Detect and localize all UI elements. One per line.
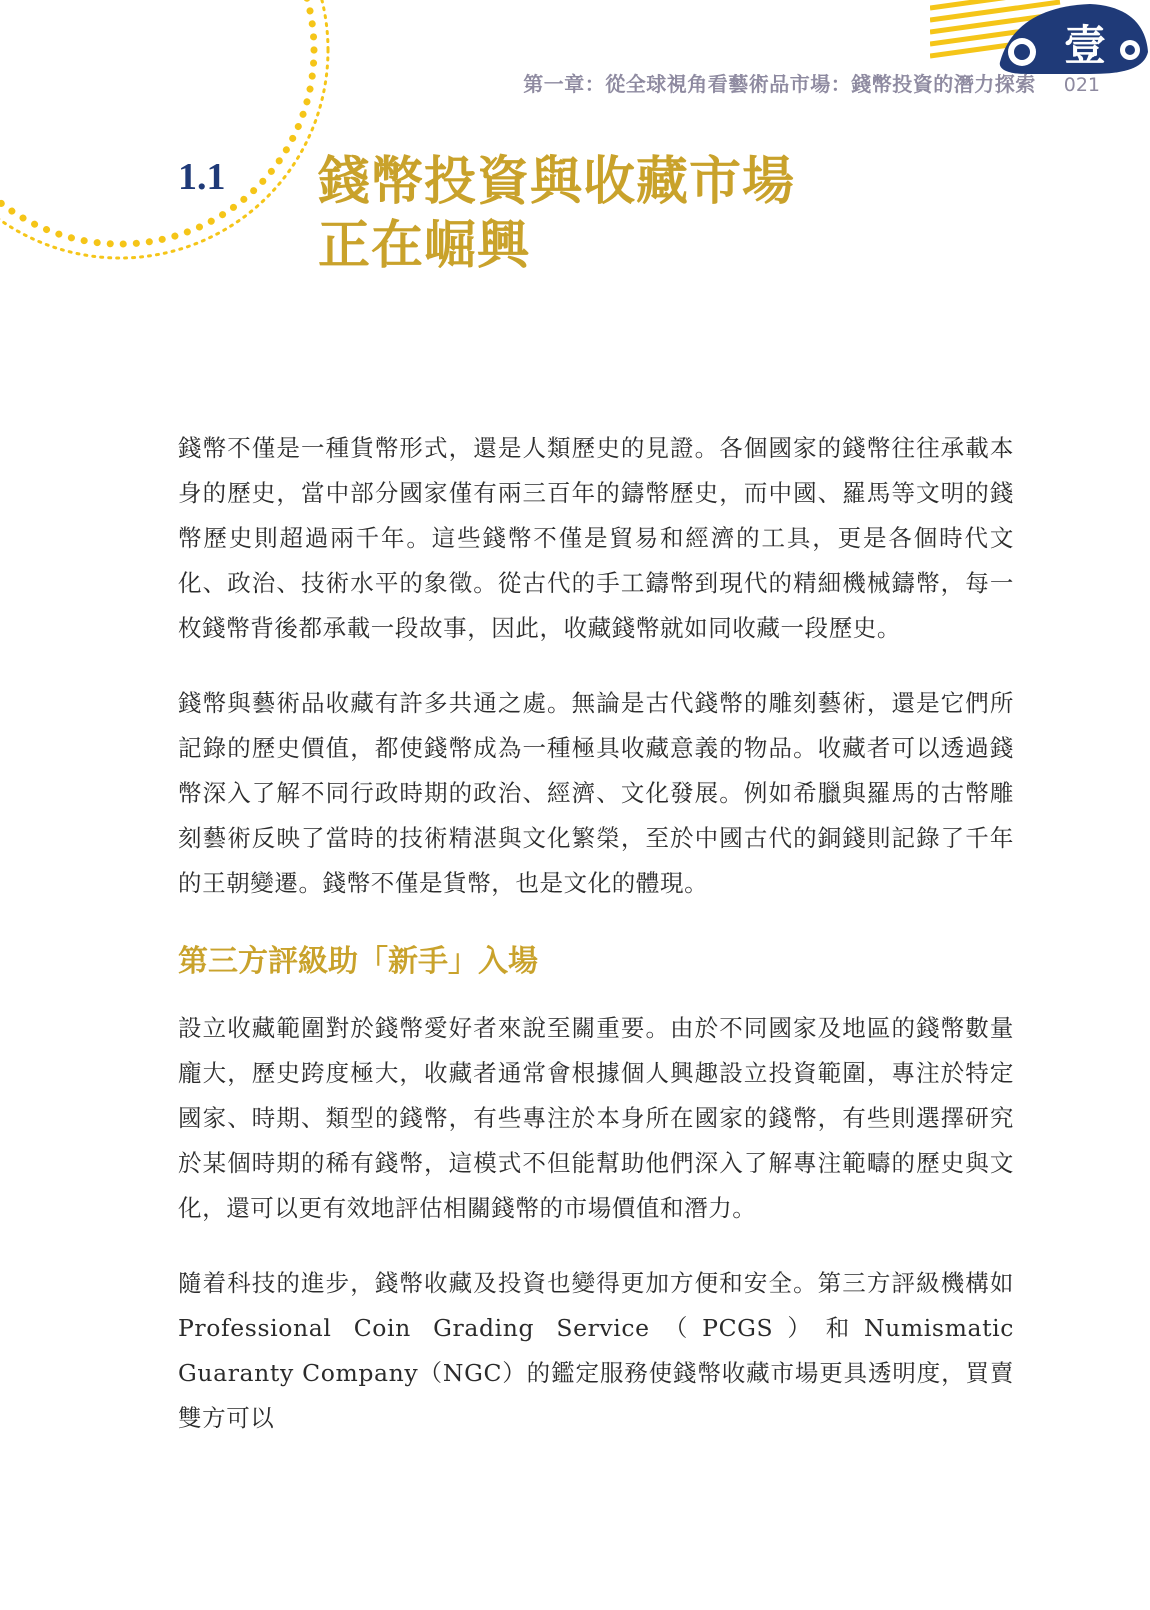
section-title-line-2: 正在崛興 bbox=[318, 215, 531, 276]
paragraph: 錢幣與藝術品收藏有許多共通之處。無論是古代錢幣的雕刻藝術，還是它們所記錄的歷史價值，都使錢幣成為一種極具收藏意義的物品。收藏者可以透過錢幣深入了解不同行政時期的政治、經濟、文化發展。例如希臘與羅馬的古幣雕刻藝術反映了當時的技術精湛與文化繁榮，至於中國古代的銅錢則記錄了千年的王朝變遷。錢幣不僅是貨幣，也是文化的體現。 bbox=[178, 689, 1014, 897]
running-title: 第一章：從全球視角看藝術品市場：錢幣投資的潛力探索 bbox=[523, 72, 1036, 96]
body-content bbox=[178, 426, 1014, 1471]
section-number: 1.1 bbox=[178, 156, 226, 198]
badge-char: 壹 bbox=[1063, 21, 1107, 70]
paragraph: 隨着科技的進步，錢幣收藏及投資也變得更加方便和安全。第三方評級機構如Professional Coin Grading Service（PCGS）和Numismatic Guaranty Company（NGC）的鑑定服務使錢幣收藏市場更具透明度，買賣雙方可以 bbox=[178, 1269, 1014, 1432]
section-title-line-1: 錢幣投資與收藏市場 bbox=[318, 151, 796, 212]
running-header bbox=[380, 68, 1100, 97]
dotted-circle-decoration bbox=[0, 0, 340, 280]
page-number: 021 bbox=[1063, 74, 1100, 96]
subheading: 第三方評級助「新手」入場 bbox=[178, 944, 538, 979]
section-title bbox=[318, 150, 795, 278]
paragraph: 錢幣不僅是一種貨幣形式，還是人類歷史的見證。各個國家的錢幣往往承載本身的歷史，當中部分國家僅有兩三百年的鑄幣歷史，而中國、羅馬等文明的錢幣歷史則超過兩千年。這些錢幣不僅是貿易和經濟的工具，更是各個時代文化、政治、技術水平的象徵。從古代的手工鑄幣到現代的精細機械鑄幣，每一枚錢幣背後都承載一段故事，因此，收藏錢幣就如同收藏一段歷史。 bbox=[178, 434, 1014, 642]
paragraph: 設立收藏範圍對於錢幣愛好者來說至關重要。由於不同國家及地區的錢幣數量龐大，歷史跨度極大，收藏者通常會根據個人興趣設立投資範圍，專注於特定國家、時期、類型的錢幣，有些專注於本身所在國家的錢幣，有些則選擇研究於某個時期的稀有錢幣，這模式不但能幫助他們深入了解專注範疇的歷史與文化，還可以更有效地評估相關錢幣的市場價值和潛力。 bbox=[178, 1014, 1014, 1222]
